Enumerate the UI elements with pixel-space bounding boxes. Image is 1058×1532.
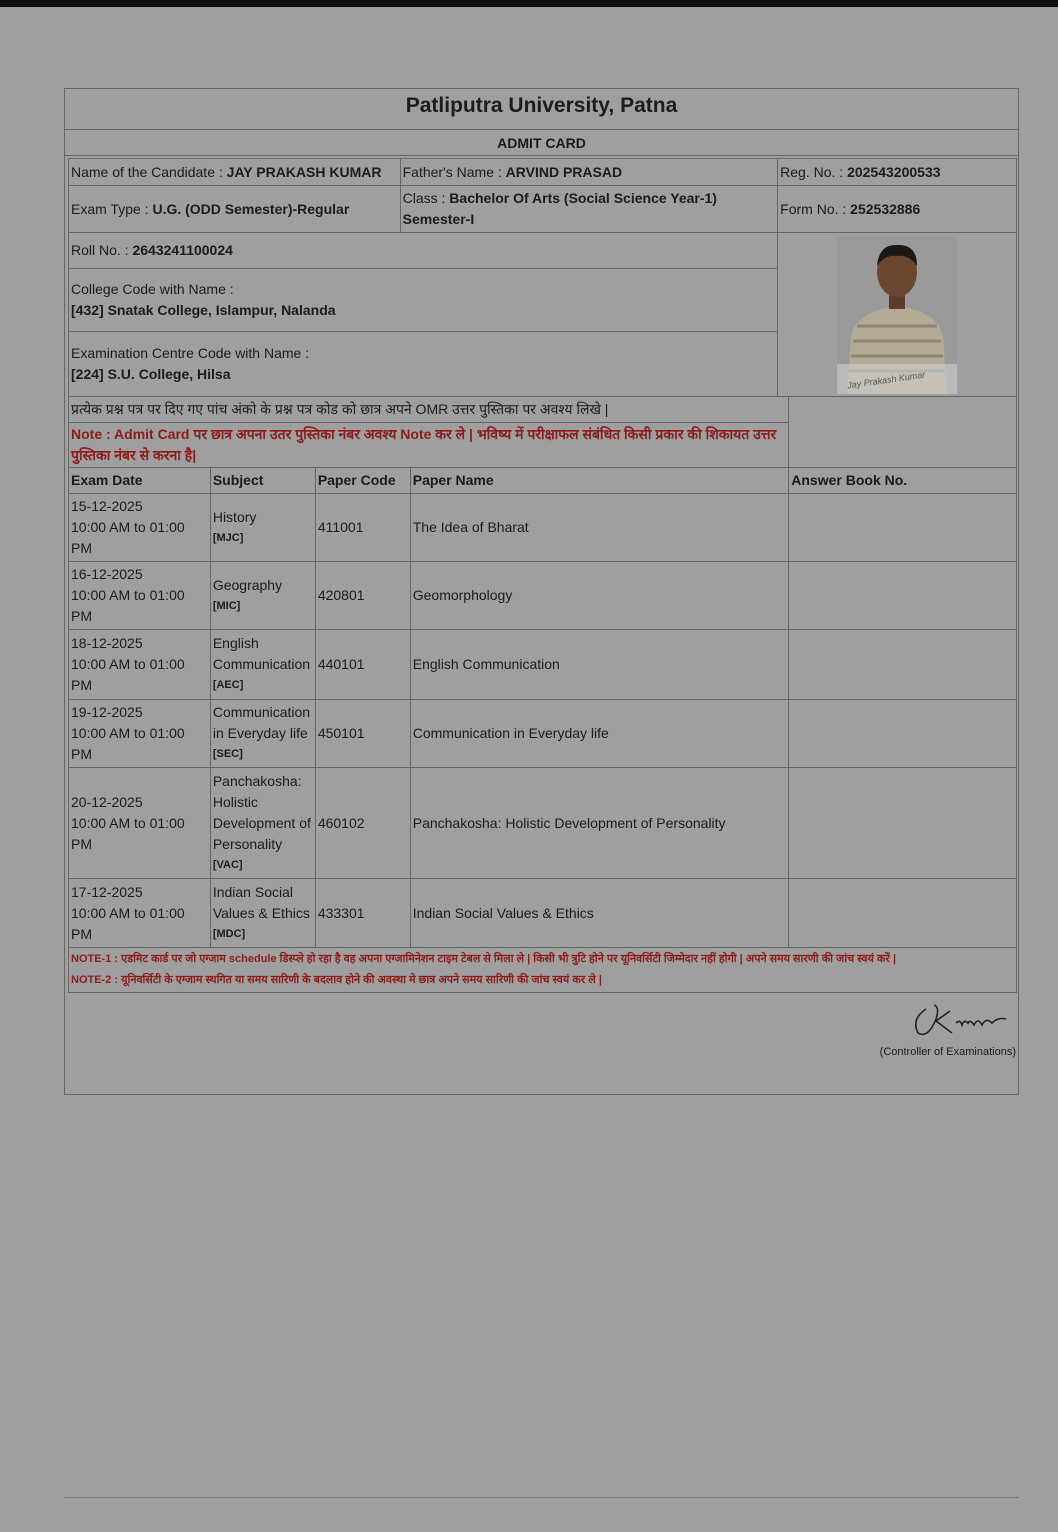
college: College Code with Name : [432] Snatak College, Islampur, Nalanda: [69, 269, 778, 332]
paper-code: 450101: [315, 700, 410, 768]
answer-book-no: [789, 630, 1017, 700]
exam-type: Exam Type : U.G. (ODD Semester)-Regular: [69, 186, 401, 233]
subject: English Communication [AEC]: [210, 630, 315, 700]
exam-date: 15-12-2025 10:00 AM to 01:00 PM: [69, 494, 211, 562]
table-row: [69, 879, 1017, 948]
university-title: Patliputra University, Patna: [65, 89, 1018, 130]
signatory-label: (Controller of Examinations): [879, 1046, 1016, 1058]
table-row: [69, 700, 1017, 768]
form-no: Form No. : 252532886: [778, 186, 1017, 233]
candidate-name: Name of the Candidate : JAY PRAKASH KUMAR: [69, 159, 401, 186]
admit-card: [64, 88, 1019, 1095]
paper-code: 420801: [315, 562, 410, 630]
roll-no: Roll No. : 2643241100024: [69, 233, 778, 269]
exam-centre: Examination Centre Code with Name : [224] S.U. College, Hilsa: [69, 332, 778, 397]
footer-notes: NOTE-1 : एडमिट कार्ड पर जो एग्जाम schedule डिस्प्ले हो रहा है वह अपना एग्जामिनेशन टाइम टेबल से मिला ले | किसी भी त्रुटि होने पर यूनिवर्सिटी जिम्मेदार नहीं होगी | अपने समय सारणी की जांच स्वयं करें | NOTE-2 : यूनिवर्सिटी के एग्जाम स्थगित या समय सारिणी के बदलाव होने की अवस्था मे छात्र अपने समय सारिणी की जांच स्वयं कर ले |: [69, 948, 1017, 993]
exam-date: 17-12-2025 10:00 AM to 01:00 PM: [69, 879, 211, 948]
controller-signature: [906, 999, 1016, 1043]
table-row: [69, 630, 1017, 700]
answer-book-no: [789, 494, 1017, 562]
table-header: Exam Date Subject Paper Code Paper Name Answer Book No.: [69, 468, 1017, 494]
exam-schedule: [68, 396, 1017, 993]
answer-book-no: [789, 562, 1017, 630]
divider: [64, 1497, 1019, 1498]
table-row: [69, 494, 1017, 562]
doc-title: ADMIT CARD: [65, 130, 1018, 156]
paper-name: The Idea of Bharat: [410, 494, 789, 562]
signature-block: [880, 999, 1016, 1058]
exam-date: 16-12-2025 10:00 AM to 01:00 PM: [69, 562, 211, 630]
exam-date: 19-12-2025 10:00 AM to 01:00 PM: [69, 700, 211, 768]
subject: History [MJC]: [210, 494, 315, 562]
paper-name: Communication in Everyday life: [410, 700, 789, 768]
table-row: [69, 562, 1017, 630]
answer-book-note: Note : Admit Card पर छात्र अपना उतर पुस्तिका नंबर अवश्य Note कर ले | भविष्य में परीक्षाफल संबंधित किसी प्रकार की शिकायत उत्तर पुस्तिका नंबर से करना है|: [69, 423, 789, 468]
photo-signature: Jay Prakash Kumar: [846, 369, 926, 390]
paper-code: 411001: [315, 494, 410, 562]
candidate-photo: [837, 236, 957, 394]
candidate-info: [68, 158, 1017, 397]
paper-name: Panchakosha: Holistic Development of Personality: [410, 768, 789, 879]
exam-date: 18-12-2025 10:00 AM to 01:00 PM: [69, 630, 211, 700]
subject: Indian Social Values & Ethics [MDC]: [210, 879, 315, 948]
paper-code: 440101: [315, 630, 410, 700]
omr-instruction: प्रत्येक प्रश्न पत्र पर दिए गए पांच अंको के प्रश्न पत्र कोड को छात्र अपने OMR उत्तर पुस्तिका पर अवश्य लिखे |: [69, 397, 789, 423]
paper-name: Geomorphology: [410, 562, 789, 630]
photo-cell: [778, 233, 1017, 397]
paper-name: English Communication: [410, 630, 789, 700]
father-name: Father's Name : ARVIND PRASAD: [400, 159, 778, 186]
answer-book-no: [789, 768, 1017, 879]
subject: Communication in Everyday life [SEC]: [210, 700, 315, 768]
class: Class : Bachelor Of Arts (Social Science Year-1) Semester-I: [400, 186, 778, 233]
answer-book-no: [789, 700, 1017, 768]
paper-name: Indian Social Values & Ethics: [410, 879, 789, 948]
table-row: [69, 768, 1017, 879]
subject: Geography [MIC]: [210, 562, 315, 630]
reg-no: Reg. No. : 202543200533: [778, 159, 1017, 186]
paper-code: 460102: [315, 768, 410, 879]
answer-book-no: [789, 879, 1017, 948]
paper-code: 433301: [315, 879, 410, 948]
subject: Panchakosha: Holistic Development of Personality [VAC]: [210, 768, 315, 879]
exam-date: 20-12-2025 10:00 AM to 01:00 PM: [69, 768, 211, 879]
status-bar: [0, 0, 1058, 7]
